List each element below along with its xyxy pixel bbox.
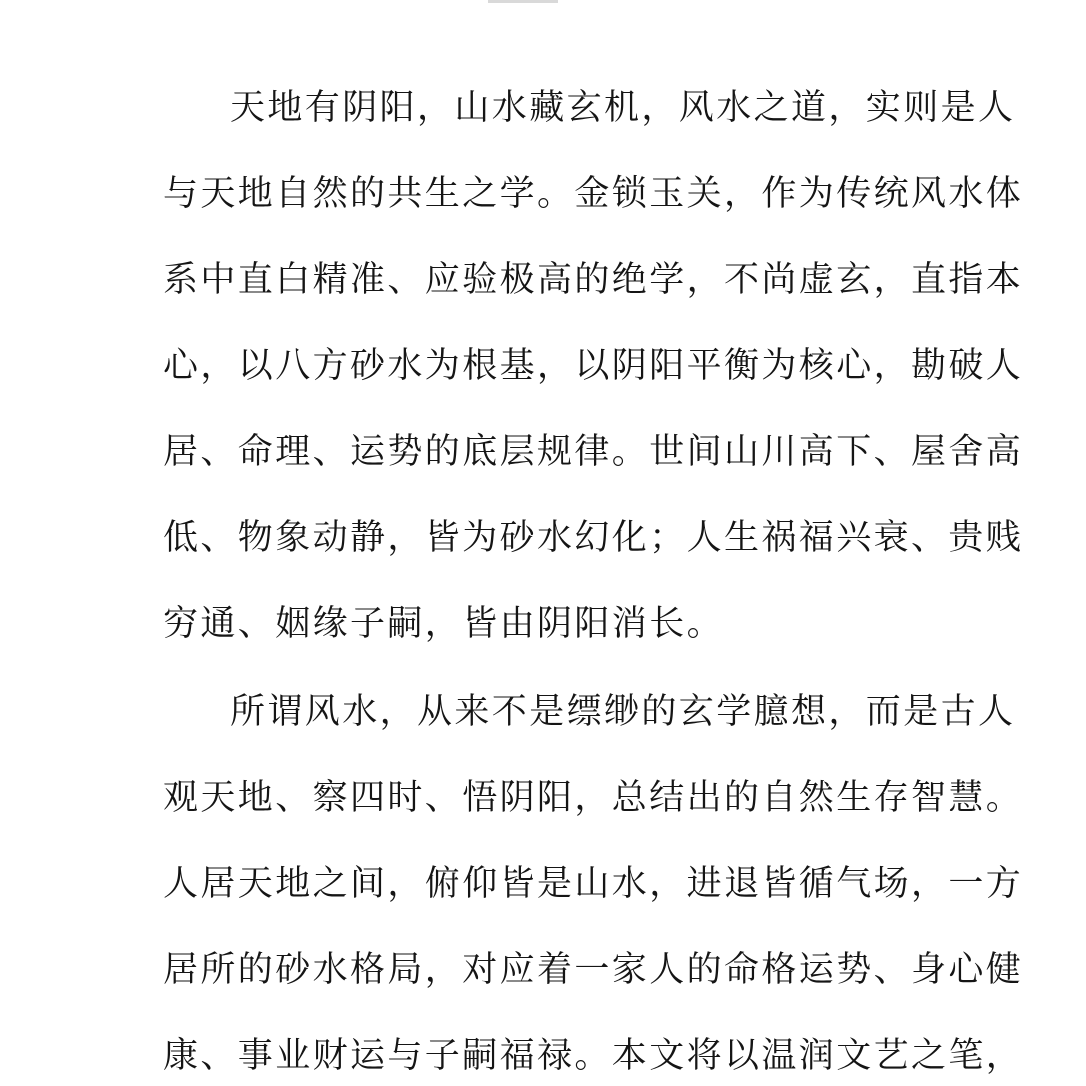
top-edge-mark <box>488 0 558 3</box>
text-line: 人居天地之间，俯仰皆是山水，进退皆循气场，一方 <box>163 864 1024 904</box>
text-line: 康、事业财运与子嗣福禄。本文将以温润文艺之笔， <box>163 1036 1024 1076</box>
text-line: 穷通、姻缘子嗣，皆由阴阳消长。 <box>163 604 725 644</box>
text-line: 心，以八方砂水为根基，以阴阳平衡为核心，勘破人 <box>163 346 1024 386</box>
text-line: 系中直白精准、应验极高的绝学，不尚虚玄，直指本 <box>163 260 1024 300</box>
text-line: 所谓风水，从来不是缥缈的玄学臆想，而是古人 <box>230 692 1016 732</box>
text-line: 观天地、察四时、悟阴阳，总结出的自然生存智慧。 <box>163 778 1024 818</box>
text-line: 居所的砂水格局，对应着一家人的命格运势、身心健 <box>163 950 1024 990</box>
text-line: 天地有阴阳，山水藏玄机，风水之道，实则是人 <box>230 88 1016 128</box>
text-line: 低、物象动静，皆为砂水幻化；人生祸福兴衰、贵贱 <box>163 518 1024 558</box>
text-line: 与天地自然的共生之学。金锁玉关，作为传统风水体 <box>163 174 1024 214</box>
text-line: 居、命理、运势的底层规律。世间山川高下、屋舍高 <box>163 432 1024 472</box>
